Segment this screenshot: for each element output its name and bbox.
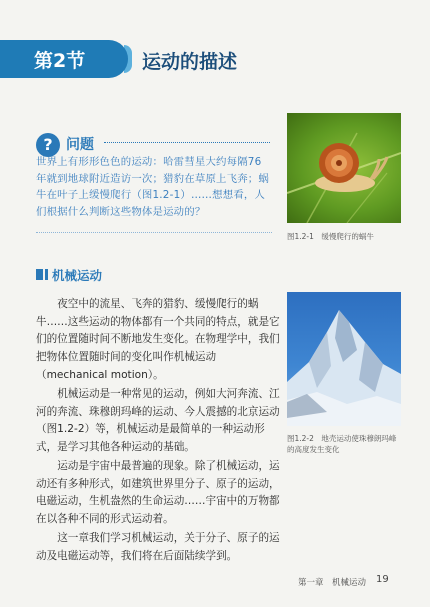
- section-number: 第2节: [34, 50, 86, 72]
- section-header: [0, 40, 430, 78]
- section-title: 运动的描述: [142, 51, 238, 73]
- section-number-banner: [0, 40, 128, 78]
- footer-chapter: 第一章 机械运动: [298, 578, 367, 588]
- question-mark-icon: ?: [36, 133, 60, 157]
- question-bottom-divider: [36, 232, 272, 233]
- subsection-marker-bar: [45, 269, 48, 280]
- question-divider: [104, 142, 270, 143]
- mountain-photo: [287, 292, 401, 426]
- subsection-marker-icon: [36, 269, 43, 280]
- figure2-caption: 图1.2-2 地壳运动使珠穆朗玛峰的高度发生变化: [287, 434, 397, 454]
- figure1-caption: 图1.2-1 缓慢爬行的蜗牛: [287, 232, 374, 241]
- body-paragraph-2: 机械运动是一种常见的运动，例如大河奔流、江河的奔流、珠穆朗玛峰的运动、今人震撼的北京运动（图1.2-2）等，机械运动是最简单的一种运动形式，是学习其他各种运动的基础。: [36, 388, 280, 454]
- question-title: 问题: [66, 137, 94, 153]
- page-number: 19: [376, 574, 389, 585]
- snail-photo: [287, 113, 401, 223]
- body-paragraph-1: 夜空中的流星、飞奔的猎豹、缓慢爬行的蜗牛……这些运动的物体都有一个共同的特点，就是它们的位置随时间不断地发生变化。在物理学中，我们把物体位置随时间的变化叫作机械运动（mechanical motion）。: [36, 298, 280, 381]
- question-text: 世界上有形形色色的运动：哈雷彗星大约每隔76年就到地球附近造访一次；猎豹在草原上飞奔；蜗牛在叶子上缓慢爬行（图1.2-1）……想想看，人们根据什么判断这些物体是运动的？: [36, 156, 269, 218]
- body-paragraph-4: 这一章我们学习机械运动，关于分子、原子的运动及电磁运动等，我们将在后面陆续学到。: [36, 532, 280, 562]
- subsection-title: 机械运动: [52, 268, 103, 283]
- body-paragraph-3: 运动是宇宙中最普遍的现象。除了机械运动，运动还有多种形式，如建筑世界里分子、原子的运动，电磁运动，生机盎然的生命运动……宇宙中的万物都在以各种不同的形式运动着。: [36, 460, 280, 526]
